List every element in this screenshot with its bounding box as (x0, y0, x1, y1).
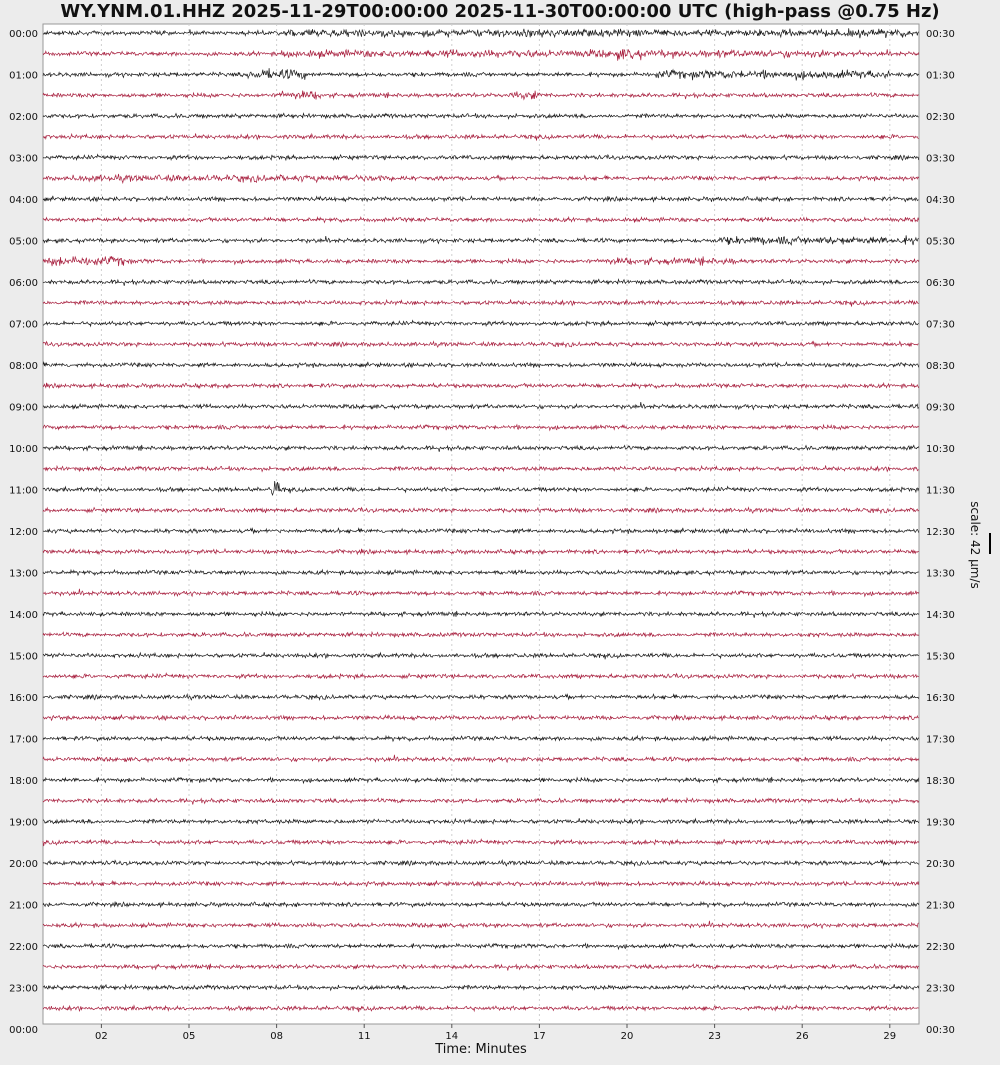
left-time-label: 12:00 (9, 527, 38, 538)
right-time-label: 20:30 (926, 859, 955, 870)
x-tick-label: 17 (533, 1031, 546, 1040)
left-time-label: 23:00 (9, 983, 38, 995)
x-tick-label: 26 (795, 1031, 809, 1040)
right-time-label: 17:30 (926, 734, 955, 746)
left-time-label: 04:00 (9, 195, 38, 206)
chart-title: WY.YNM.01.HHZ 2025-11-29T00:00:00 2025-11-30T00:00:00 UTC (high-pass @0.75 Hz) (60, 1, 940, 22)
right-time-label: 14:30 (926, 610, 955, 621)
plot-area (43, 24, 919, 1024)
left-time-label: 07:00 (9, 319, 38, 331)
right-time-label: 23:30 (926, 983, 955, 995)
right-time-label: 03:30 (926, 153, 955, 165)
right-time-label: 08:30 (926, 361, 955, 372)
left-time-label: 17:00 (9, 734, 38, 746)
right-time-label: 11:30 (926, 485, 955, 497)
right-time-label: 10:30 (926, 444, 955, 455)
right-time-label: 05:30 (926, 236, 955, 248)
right-time-label: 04:30 (926, 195, 955, 206)
right-time-label: 22:30 (926, 942, 955, 953)
x-tick-label: 08 (270, 1031, 283, 1040)
left-time-label: 00:00 (9, 29, 38, 40)
x-tick-label: 20 (620, 1031, 634, 1040)
left-time-label: 15:00 (9, 651, 38, 663)
left-time-label: 18:00 (9, 776, 38, 787)
left-time-label: 20:00 (9, 859, 38, 870)
right-time-label: 13:30 (926, 568, 955, 580)
left-time-label: 11:00 (9, 485, 38, 497)
left-time-label: 13:00 (9, 568, 38, 580)
x-tick-label: 14 (445, 1031, 459, 1040)
left-time-label: 10:00 (9, 444, 38, 455)
right-time-label: 06:30 (926, 278, 955, 289)
x-tick-label: 23 (708, 1031, 721, 1040)
right-time-label: 02:30 (926, 112, 955, 123)
x-tick-label: 29 (883, 1031, 897, 1040)
left-time-label: 03:00 (9, 153, 38, 165)
left-time-label: 16:00 (9, 693, 38, 704)
left-time-label: 02:00 (9, 112, 38, 123)
right-time-label: 15:30 (926, 651, 955, 663)
left-time-label: 01:00 (9, 70, 38, 82)
right-time-label: 00:30 (926, 1025, 955, 1036)
x-tick-label: 05 (182, 1031, 196, 1040)
x-axis-label: Time: Minutes (435, 1042, 527, 1057)
right-time-label: 16:30 (926, 693, 955, 704)
right-time-label: 19:30 (926, 817, 955, 829)
right-time-label: 00:30 (926, 29, 955, 40)
right-time-label: 07:30 (926, 319, 955, 331)
left-time-label: 22:00 (9, 942, 38, 953)
left-time-label: 08:00 (9, 361, 38, 372)
left-time-label: 00:00 (9, 1025, 38, 1036)
right-time-label: 21:30 (926, 900, 955, 912)
scale-label: scale: 42 μm/s (968, 501, 982, 589)
left-time-label: 09:00 (9, 402, 38, 414)
right-time-label: 18:30 (926, 776, 955, 787)
left-time-label: 19:00 (9, 817, 38, 829)
x-tick-label: 02 (95, 1031, 108, 1040)
right-time-label: 09:30 (926, 402, 955, 414)
left-time-label: 21:00 (9, 900, 38, 912)
x-axis-ticks (95, 1024, 896, 1040)
left-time-label: 06:00 (9, 278, 38, 289)
left-time-label: 05:00 (9, 236, 38, 248)
right-time-label: 01:30 (926, 70, 955, 82)
scale-bar (989, 533, 991, 554)
left-time-label: 14:00 (9, 610, 38, 621)
x-tick-label: 11 (357, 1031, 371, 1040)
right-time-label: 12:30 (926, 527, 955, 538)
